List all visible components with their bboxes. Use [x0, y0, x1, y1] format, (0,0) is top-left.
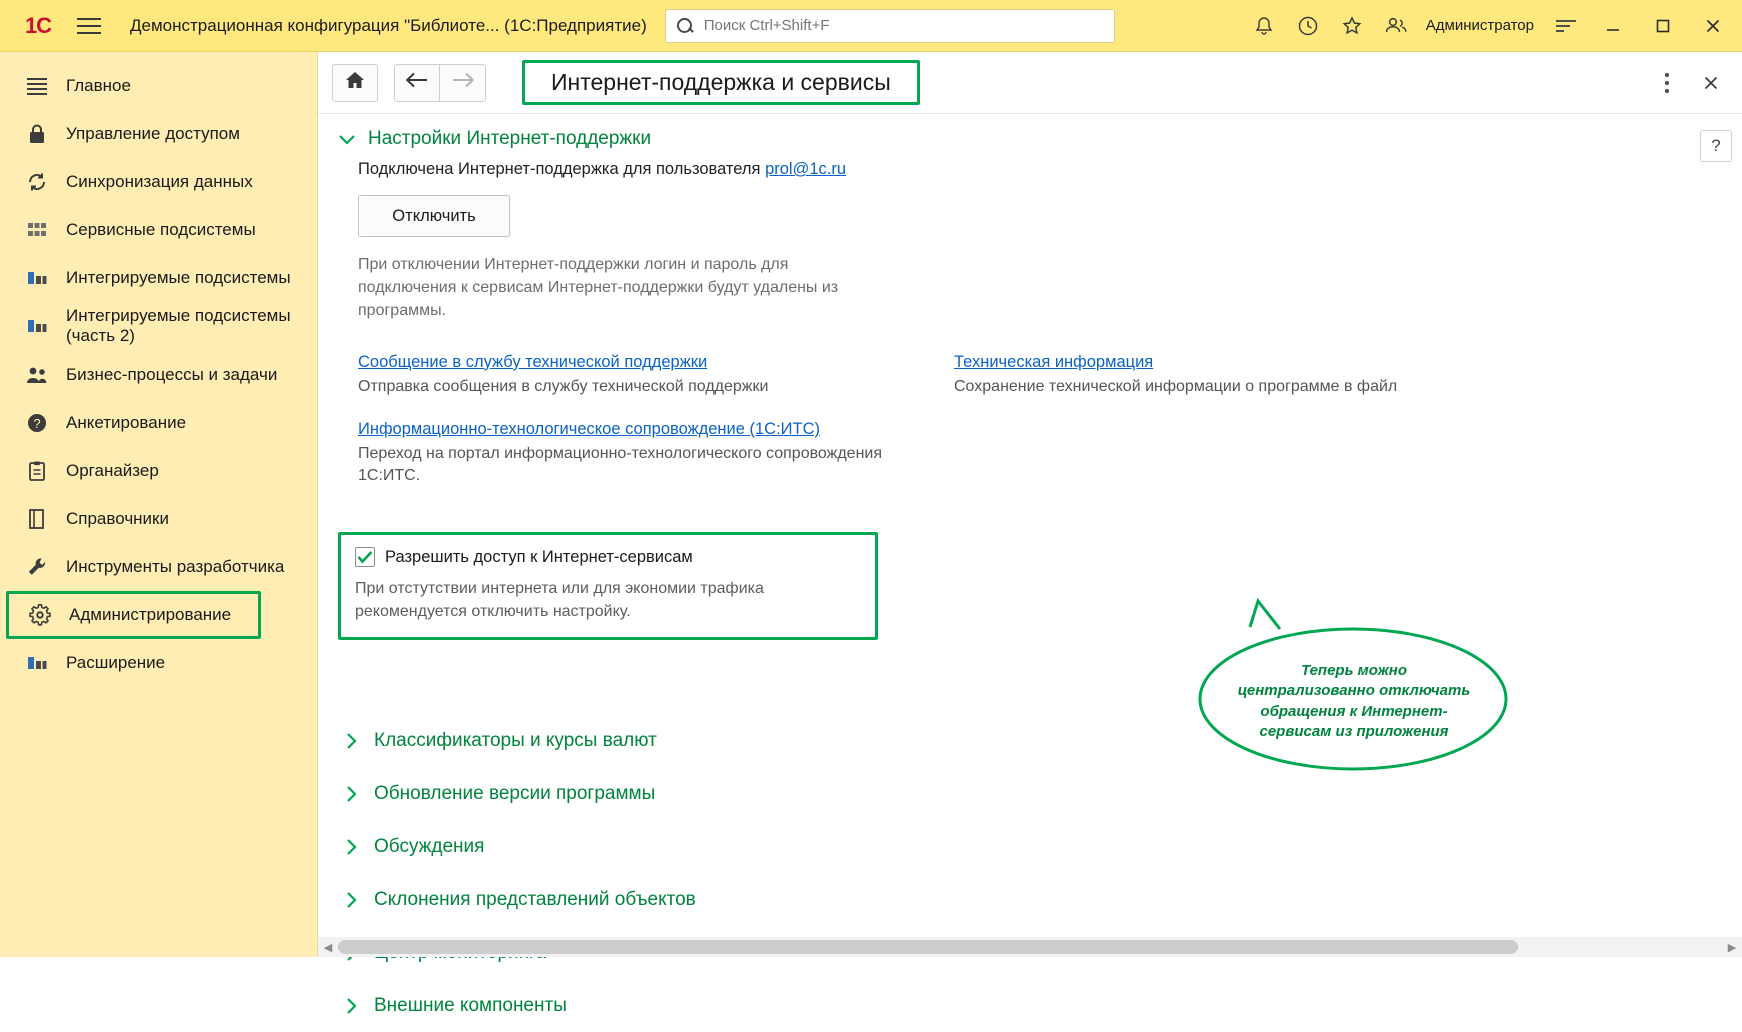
minimize-window-button[interactable]	[1590, 1, 1636, 51]
chevron-right-icon	[340, 995, 362, 1017]
sidebar-item-label: Администрирование	[69, 604, 232, 624]
wrench-icon	[22, 553, 52, 581]
sidebar-item-label: Главное	[66, 75, 131, 95]
svg-text:?: ?	[33, 415, 41, 431]
connected-user-line	[358, 160, 1742, 179]
sidebar-item-integriruemye-podsistemy-2[interactable]	[0, 302, 317, 351]
help-button[interactable]: ?	[1700, 130, 1732, 162]
scrollbar-thumb[interactable]	[338, 940, 1518, 954]
search-input[interactable]	[702, 16, 1104, 35]
main-menu-icon[interactable]	[70, 9, 108, 43]
question-circle-icon	[22, 409, 52, 437]
group-obnovlenie-versii[interactable]	[340, 767, 696, 820]
sidebar-item-rasshirenie[interactable]	[0, 639, 317, 687]
grid-dots-icon	[22, 216, 52, 244]
chevron-right-icon	[340, 836, 362, 858]
sidebar	[0, 52, 318, 957]
support-message-link[interactable]: Сообщение в службу технической поддержки	[358, 352, 708, 371]
sidebar-item-label: Управление доступом	[66, 123, 240, 143]
allow-internet-services-label: Разрешить доступ к Интернет-сервисам	[385, 547, 693, 566]
page-title: Интернет-поддержка и сервисы	[551, 69, 891, 95]
sidebar-item-biznes-processy-i-zadachi[interactable]	[0, 351, 317, 399]
filter-icon[interactable]	[1546, 6, 1586, 46]
group-label: Склонения представлений объектов	[374, 888, 696, 910]
sidebar-item-label: Анкетирование	[66, 412, 187, 432]
group-obsuzhdeniya[interactable]	[340, 820, 696, 873]
people-icon	[22, 361, 52, 389]
titlebar-icon-group	[1244, 1, 1742, 51]
search-icon	[676, 17, 694, 35]
callout-text: Теперь можно централизованно отключать обращения к Интернет-сервисам из приложения	[1237, 662, 1471, 740]
blocks-icon	[22, 264, 52, 292]
sidebar-item-upravlenie-dostupom[interactable]	[0, 110, 317, 158]
sidebar-item-label: Справочники	[66, 508, 169, 528]
group-title: Настройки Интернет-поддержки	[368, 128, 652, 149]
bell-icon[interactable]	[1244, 6, 1284, 46]
horizontal-scrollbar[interactable]	[318, 937, 1742, 957]
scroll-left-icon[interactable]: ◀	[323, 941, 333, 954]
sync-icon	[22, 168, 52, 196]
settings-body	[318, 114, 1742, 1016]
allow-internet-services-note: При отстутствии интернета или для экономии трафика рекомендуется отключить настройку.	[355, 580, 764, 621]
its-portal-desc: Переход на портал информационно-технологического сопровождения 1С:ИТС.	[358, 444, 882, 485]
arrow-left-icon	[405, 71, 429, 94]
navigation-bar	[318, 52, 1742, 114]
clipboard-icon	[22, 457, 52, 485]
scroll-right-icon[interactable]: ▶	[1727, 941, 1737, 954]
group-label: Обсуждения	[374, 835, 485, 857]
chevron-right-icon	[340, 783, 362, 805]
allow-internet-services-checkbox[interactable]	[355, 547, 375, 567]
nav-history-group	[394, 64, 486, 102]
sidebar-item-organayzer[interactable]	[0, 447, 317, 495]
allow-internet-services-row[interactable]	[355, 547, 861, 567]
scrollbar-track[interactable]	[338, 940, 1722, 954]
sidebar-item-label: Синхронизация данных	[66, 171, 253, 191]
forward-button[interactable]	[440, 64, 486, 102]
sidebar-item-label: Расширение	[66, 652, 166, 672]
sidebar-item-instrumenty-razrabotchika[interactable]	[0, 543, 317, 591]
sidebar-item-sinhronizaciya-dannyh[interactable]	[0, 158, 317, 206]
its-portal-link[interactable]: Информационно-технологическое сопровождение (1С:ИТС)	[358, 419, 821, 438]
sidebar-item-administrirovanie[interactable]	[6, 591, 261, 639]
technical-information-link[interactable]: Техническая информация	[954, 352, 1154, 371]
check-icon	[357, 550, 373, 564]
services-columns	[336, 353, 1742, 510]
kebab-menu-icon[interactable]	[1650, 66, 1684, 100]
star-icon[interactable]	[1332, 6, 1372, 46]
connected-user-email-link[interactable]: prol@1c.ru	[765, 160, 847, 178]
collapsed-groups-list	[340, 714, 696, 1032]
users-icon[interactable]	[1376, 6, 1416, 46]
home-icon	[344, 70, 366, 95]
main-content	[318, 52, 1742, 1016]
sidebar-item-spravochniki[interactable]	[0, 495, 317, 543]
menu-lines-icon	[22, 72, 52, 100]
sidebar-item-label: Интегрируемые подсистемы	[66, 267, 291, 287]
logo-1c-icon: 1C	[24, 12, 52, 38]
gear-icon	[25, 601, 55, 629]
close-window-button[interactable]	[1690, 1, 1736, 51]
group-label: Внешние компоненты	[374, 994, 567, 1016]
allow-internet-services-highlight	[338, 532, 878, 640]
title-bar	[0, 0, 1742, 52]
chevron-right-icon	[340, 889, 362, 911]
application-title: Демонстрационная конфигурация "Библиоте... (1С:Предприятие)	[130, 15, 647, 35]
arrow-right-icon	[451, 71, 475, 94]
chevron-right-icon	[340, 730, 362, 752]
sidebar-item-label: Сервисные подсистемы	[66, 219, 256, 239]
sidebar-item-integriruemye-podsistemy[interactable]	[0, 254, 317, 302]
annotation-callout	[1188, 599, 1518, 789]
sidebar-item-anketirovanie[interactable]	[0, 399, 317, 447]
sidebar-item-label: Инструменты разработчика	[66, 556, 285, 576]
page-title-highlight	[522, 60, 920, 105]
blocks-icon	[22, 649, 52, 677]
group-label: Классификаторы и курсы валют	[374, 729, 657, 751]
blocks-icon	[22, 312, 52, 340]
services-right-column	[936, 353, 1397, 510]
support-message-desc: Отправка сообщения в службу технической поддержки	[358, 377, 769, 395]
current-user-label: Администратор	[1425, 17, 1534, 34]
back-button[interactable]	[394, 64, 440, 102]
home-button[interactable]	[332, 64, 378, 102]
group-klassifikatory[interactable]	[340, 714, 696, 767]
group-skloneniya[interactable]	[340, 873, 696, 926]
history-icon[interactable]	[1288, 6, 1328, 46]
lock-icon	[22, 120, 52, 148]
maximize-window-button[interactable]	[1640, 1, 1686, 51]
disconnect-button[interactable]: Отключить	[358, 195, 510, 237]
sidebar-item-label: Органайзер	[66, 460, 159, 480]
book-icon	[22, 505, 52, 533]
sidebar-item-servisnye-podsistemy[interactable]	[0, 206, 317, 254]
chevron-down-icon	[336, 128, 358, 150]
services-left-column	[336, 353, 936, 510]
group-vneshnie-komponenty[interactable]	[340, 979, 696, 1032]
sidebar-item-label: Интегрируемые подсистемы (часть 2)	[66, 306, 291, 346]
sidebar-item-glavnoe[interactable]	[0, 62, 317, 110]
group-label: Обновление версии программы	[374, 782, 656, 804]
connected-user-prefix: Подключена Интернет-поддержка для пользователя	[358, 160, 766, 178]
nav-right-group	[1650, 66, 1728, 100]
disconnect-note: При отключении Интернет-поддержки логин и пароль для подключения к сервисам Интернет-поддержки будут удалены из программы.	[358, 256, 839, 320]
technical-information-desc: Сохранение технической информации о программе в файл	[954, 377, 1398, 395]
close-icon[interactable]	[1694, 66, 1728, 100]
sidebar-item-label: Бизнес-процессы и задачи	[66, 364, 278, 384]
search-box[interactable]	[665, 9, 1115, 43]
internet-support-settings-group-header[interactable]	[336, 128, 1742, 150]
